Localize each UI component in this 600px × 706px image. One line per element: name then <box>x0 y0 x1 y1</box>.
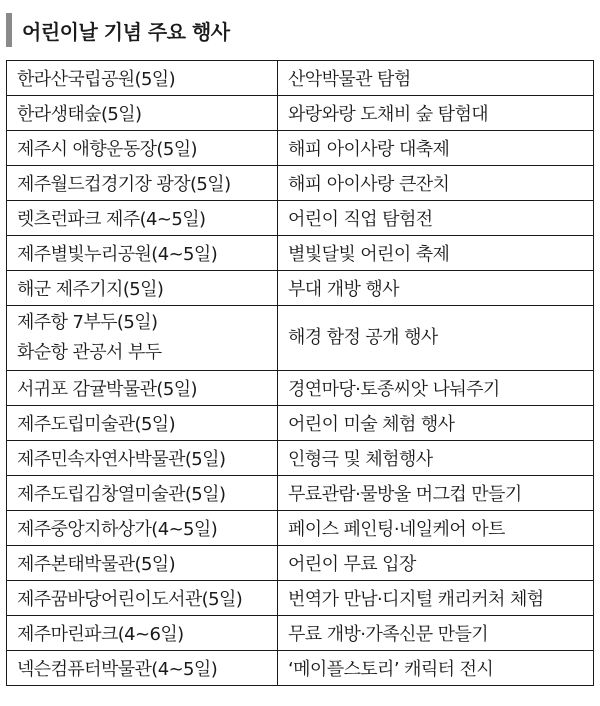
table-row <box>7 131 594 166</box>
table-row <box>7 511 594 546</box>
venue-text: 제주민속자연사박물관(5일) <box>17 449 226 470</box>
event-cell: 무료관람·물방울 머그컵 만들기 <box>278 476 594 511</box>
venue-text: 서귀포 감귤박물관(5일) <box>17 379 197 400</box>
event-cell: 와랑와랑 도채비 숲 탐험대 <box>278 96 594 131</box>
table-row <box>7 61 594 96</box>
table-row <box>7 96 594 131</box>
venue-text: 제주마린파크(4~6일) <box>17 624 184 645</box>
events-table <box>6 60 594 686</box>
event-cell: 해피 아이사랑 대축제 <box>278 131 594 166</box>
venue-cell <box>7 476 278 511</box>
event-cell: 어린이 미술 체험 행사 <box>278 406 594 441</box>
event-cell: 무료 개방·가족신문 만들기 <box>278 616 594 651</box>
table-row <box>7 476 594 511</box>
table-row <box>7 616 594 651</box>
venue-cell <box>7 96 278 131</box>
table-row <box>7 371 594 406</box>
venue-text: 넥슨컴퓨터박물관(4~5일) <box>17 659 218 680</box>
venue-cell <box>7 511 278 546</box>
venue-text: 제주도립미술관(5일) <box>17 414 176 435</box>
venue-text: 해군 제주기지(5일) <box>17 279 164 300</box>
event-cell: 인형극 및 체험행사 <box>278 441 594 476</box>
venue-cell <box>7 201 278 236</box>
venue-text: 제주중앙지하상가(4~5일) <box>17 519 218 540</box>
event-cell: 부대 개방 행사 <box>278 271 594 306</box>
venue-text: 제주꿈바당어린이도서관(5일) <box>17 589 243 610</box>
venue-cell <box>7 651 278 686</box>
table-row <box>7 306 594 371</box>
events-table-body <box>7 61 594 686</box>
venue-cell <box>7 406 278 441</box>
event-cell: 어린이 직업 탐험전 <box>278 201 594 236</box>
venue-text: 렛츠런파크 제주(4~5일) <box>17 209 206 230</box>
event-cell: 해피 아이사랑 큰잔치 <box>278 166 594 201</box>
table-row <box>7 546 594 581</box>
venue-cell <box>7 61 278 96</box>
table-row <box>7 406 594 441</box>
venue-text: 한라산국립공원(5일) <box>17 69 176 90</box>
event-cell: 해경 함정 공개 행사 <box>278 306 594 371</box>
table-row <box>7 581 594 616</box>
event-cell: 경연마당·토종씨앗 나눠주기 <box>278 371 594 406</box>
venue-text: 제주도립김창열미술관(5일) <box>17 484 226 505</box>
event-cell: 어린이 무료 입장 <box>278 546 594 581</box>
table-row <box>7 236 594 271</box>
venue-text: 제주항 7부두(5일) <box>17 312 158 333</box>
venue-cell <box>7 616 278 651</box>
venue-cell <box>7 271 278 306</box>
venue-cell <box>7 581 278 616</box>
venue-cell <box>7 441 278 476</box>
venue-text: 제주별빛누리공원(4~5일) <box>17 244 218 265</box>
table-row <box>7 441 594 476</box>
venue-text: 제주월드컵경기장 광장(5일) <box>17 174 231 195</box>
venue-text: 제주본태박물관(5일) <box>17 554 176 575</box>
venue-cell <box>7 236 278 271</box>
event-cell: 번역가 만남·디지털 캐리커처 체험 <box>278 581 594 616</box>
table-row <box>7 651 594 686</box>
event-cell: 별빛달빛 어린이 축제 <box>278 236 594 271</box>
page-title: 어린이날 기념 주요 행사 <box>22 19 230 44</box>
event-cell: ‘메이플스토리’ 캐릭터 전시 <box>278 651 594 686</box>
venue-cell <box>7 371 278 406</box>
table-row <box>7 201 594 236</box>
table-row <box>7 166 594 201</box>
event-cell: 산악박물관 탐험 <box>278 61 594 96</box>
venue-cell <box>7 546 278 581</box>
event-cell: 페이스 페인팅·네일케어 아트 <box>278 511 594 546</box>
title-accent-bar <box>6 13 12 47</box>
venue-cell <box>7 306 278 371</box>
venue-text: 한라생태숲(5일) <box>17 104 142 125</box>
header <box>6 10 230 50</box>
venue-text: 화순항 관공서 부두 <box>17 342 162 363</box>
venue-cell <box>7 131 278 166</box>
venue-cell <box>7 166 278 201</box>
venue-text: 제주시 애향운동장(5일) <box>17 139 197 160</box>
table-row <box>7 271 594 306</box>
